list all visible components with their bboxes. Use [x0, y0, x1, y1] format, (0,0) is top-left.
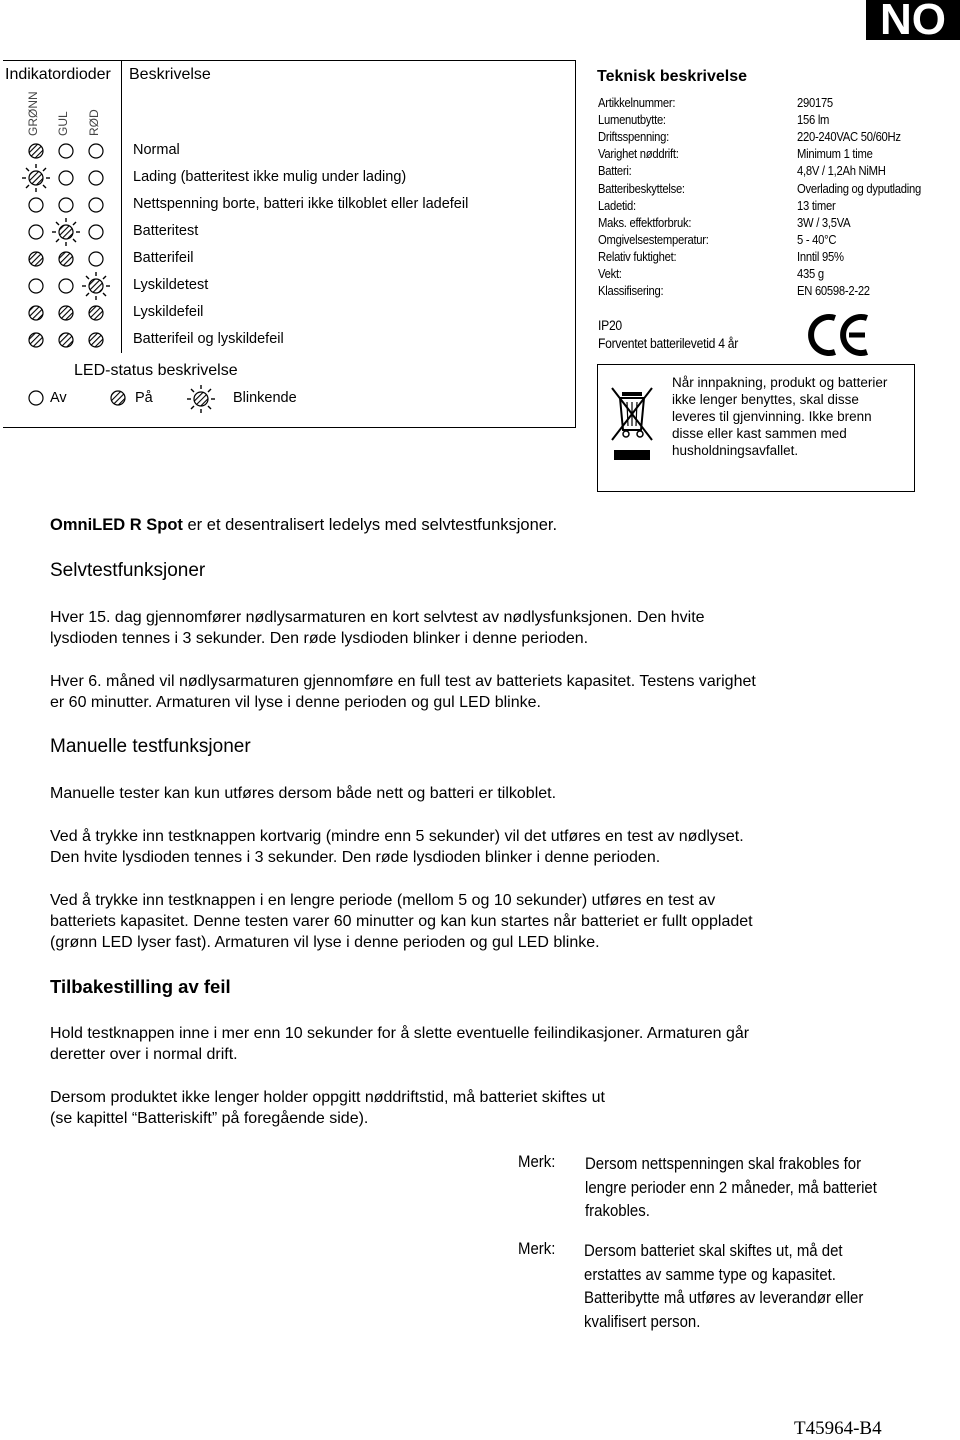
led-on-icon	[110, 390, 126, 406]
spec-value: 5 - 40°C	[797, 232, 837, 247]
led-blink-icon	[52, 218, 80, 246]
led-blink-icon	[187, 385, 215, 413]
spec-label: Artikkelnummer:	[598, 96, 676, 110]
selftest-heading: Selvtestfunksjoner	[50, 560, 206, 581]
note-2-line: Batteribytte må utføres av leverandør eller	[584, 1288, 864, 1307]
spec-value: Inntil 95%	[797, 249, 844, 264]
led-on-icon	[89, 333, 103, 347]
led-on-icon	[59, 306, 73, 320]
ce-mark-icon	[807, 312, 871, 358]
spec-label: Driftsspenning:	[598, 130, 669, 145]
led-off-icon	[59, 198, 73, 212]
indicator-row-label: Batteritest	[133, 223, 199, 239]
manual-paragraph-1: Manuelle tester kan kun utføres dersom både nett og batteri er tilkoblet.	[50, 785, 557, 802]
indicator-row-label: Lyskildefeil	[133, 304, 204, 320]
manual-p2-line-1: Ved å trykke inn testknappen kortvarig (mindre enn 5 sekunder) vil det utføres en test av nødlyset.	[50, 828, 744, 845]
legend-on-label: På	[135, 390, 153, 406]
reset-paragraph-2	[50, 1087, 910, 1129]
led-off-icon	[59, 279, 73, 293]
selftest-p1-line-1: Hver 15. dag gjennomfører nødlysarmaturen en kort selvtest av nødlysfunksjonen. Den hvite	[50, 609, 705, 626]
led-off-icon	[59, 171, 73, 185]
indicator-row-label: Nettspenning borte, batteri ikke tilkoblet eller ladefeil	[133, 196, 469, 212]
spec-label: Ladetid:	[598, 198, 636, 213]
selftest-paragraph-1	[50, 607, 910, 649]
spec-label: Batteri:	[598, 164, 632, 179]
led-off-icon	[89, 171, 103, 185]
recycling-notice-text: Når innpakning, produkt og batterier ikke lenger benyttes, skal disse leveres til gjenvinning. Ikke brenn disse eller kast sammen med husholdningsavfallet.	[672, 375, 888, 458]
led-off-icon	[28, 390, 44, 406]
spec-value: Minimum 1 time	[797, 147, 873, 162]
intro-paragraph	[50, 516, 557, 535]
selftest-p2-line-2: er 60 minutter. Armaturen vil lyse i denne perioden og gul LED blinke.	[50, 694, 541, 711]
selftest-p2-line-1: Hver 6. måned vil nødlysarmaturen gjennomføre en full test av batteriets kapasitet. Testens varighet	[50, 673, 756, 690]
led-off-icon	[29, 198, 43, 212]
note-1-line: lengre perioder enn 2 måneder, må batteriet	[585, 1177, 877, 1197]
led-blink-icon	[82, 272, 110, 300]
indicator-row-label: Lyskildetest	[133, 277, 209, 293]
indicator-row-label: Normal	[133, 142, 180, 158]
crossed-bin-icon	[610, 382, 656, 462]
language-badge: NO	[866, 0, 960, 40]
note-2-line: erstattes av samme type og kapasitet.	[584, 1264, 836, 1284]
legend-title: LED-status beskrivelse	[74, 362, 238, 379]
spec-label: Relativ fuktighet:	[598, 249, 677, 264]
manual-p2-line-2: Den hvite lysdioden tennes i 3 sekunder. Den røde lysdioden blinker i denne perioden.	[50, 849, 661, 866]
led-on-icon	[29, 306, 43, 320]
note-2-label: Merk:	[518, 1239, 556, 1258]
spec-label: Klassifisering:	[598, 284, 664, 299]
spec-value: 13 timer	[797, 198, 836, 213]
spec-label: Lumenutbytte:	[598, 113, 666, 128]
selftest-paragraph-2	[50, 671, 910, 713]
manual-test-heading: Manuelle testfunksjoner	[50, 736, 251, 757]
technical-title: Teknisk beskrivelse	[597, 68, 748, 85]
indicator-row-label: Lading (batteritest ikke mulig under lading)	[133, 169, 407, 185]
spec-value: 435 g	[797, 267, 824, 281]
led-on-icon	[59, 252, 73, 266]
manual-paragraph-3	[50, 890, 910, 953]
spec-label: Vekt:	[598, 267, 622, 281]
manual-p3-line-3: (grønn LED lyser fast). Armaturen vil lyse i denne perioden og gul LED blinke.	[50, 934, 600, 951]
led-off-icon	[89, 252, 103, 266]
spec-label: Omgivelsestemperatur:	[598, 232, 709, 247]
indicator-column-header: Indikatordioder	[5, 66, 111, 83]
led-off-icon	[89, 225, 103, 239]
reset-heading: Tilbakestilling av feil	[50, 976, 231, 997]
reset-p2-line-1: Dersom produktet ikke lenger holder oppgitt nøddriftstid, må batteriet skiftes ut	[50, 1089, 605, 1106]
note-1-text	[585, 1152, 919, 1223]
spec-value: 4,8V / 1,2Ah NiMH	[797, 164, 886, 179]
led-name-red: RØD	[87, 109, 101, 136]
note-2-line: kvalifisert person.	[584, 1311, 701, 1331]
product-name: OmniLED R Spot	[50, 516, 183, 534]
led-on-icon	[29, 144, 43, 158]
note-1-line: Dersom nettspenningen skal frakobles for	[585, 1154, 862, 1173]
reset-paragraph-1	[50, 1023, 910, 1065]
indicator-row-label: Batterifeil	[133, 250, 194, 266]
document-code: T45964-B4	[794, 1418, 882, 1439]
led-name-yellow: GUL	[56, 111, 70, 136]
spec-value: 3W / 3,5VA	[797, 215, 851, 230]
led-on-icon	[29, 333, 43, 347]
spec-value: EN 60598-2-22	[797, 284, 870, 299]
battery-life: Forventet batterilevetid 4 år	[598, 336, 739, 351]
spec-value: 156 lm	[797, 113, 830, 128]
led-off-icon	[29, 225, 43, 239]
spec-value: Overlading og dyputlading	[797, 181, 921, 196]
manual-p3-line-2: batteriets kapasitet. Denne testen varer 60 minutter og kan kun startes når batteriet er fullt oppladet	[50, 913, 753, 930]
led-indicator-grid	[0, 0, 130, 360]
led-off-icon	[29, 279, 43, 293]
selftest-p1-line-2: lysdioden tennes i 3 sekunder. Den røde lysdioden blinker i denne perioden.	[50, 630, 589, 647]
led-off-icon	[89, 144, 103, 158]
note-2-text	[584, 1239, 918, 1333]
indicator-row-label: Batterifeil og lyskildefeil	[133, 331, 284, 347]
spec-label: Varighet nøddrift:	[598, 147, 679, 162]
led-on-icon	[89, 306, 103, 320]
legend-off-label: Av	[50, 390, 67, 406]
reset-p1-line-2: deretter over i normal drift.	[50, 1046, 238, 1063]
note-1-label: Merk:	[518, 1152, 556, 1171]
spec-label: Maks. effektforbruk:	[598, 215, 692, 230]
manual-paragraph-2	[50, 826, 910, 868]
legend-blink-label: Blinkende	[233, 390, 297, 406]
note-2-line: Dersom batteriet skal skiftes ut, må det	[584, 1241, 843, 1260]
reset-p2-line-2: (se kapittel “Batteriskift” på foregående side).	[50, 1110, 369, 1127]
led-off-icon	[89, 198, 103, 212]
description-column-header: Beskrivelse	[129, 66, 211, 83]
intro-text: er et desentralisert ledelys med selvtestfunksjoner.	[182, 516, 558, 534]
spec-value: 290175	[797, 96, 833, 110]
note-1-line: frakobles.	[585, 1201, 650, 1220]
led-on-icon	[29, 252, 43, 266]
manual-p3-line-1: Ved å trykke inn testknappen i en lengre periode (mellom 5 og 10 sekunder) utføres en test av	[50, 892, 716, 909]
reset-p1-line-1: Hold testknappen inne i mer enn 10 sekunder for å slette eventuelle feilindikasjoner. Armaturen går	[50, 1025, 750, 1042]
spec-label: Batteribeskyttelse:	[598, 181, 685, 196]
led-blink-icon	[22, 164, 50, 192]
led-name-green: GRØNN	[26, 91, 40, 136]
led-on-icon	[59, 333, 73, 347]
led-off-icon	[59, 144, 73, 158]
spec-value: 220-240VAC 50/60Hz	[797, 130, 901, 145]
ip-rating: IP20	[598, 318, 622, 333]
